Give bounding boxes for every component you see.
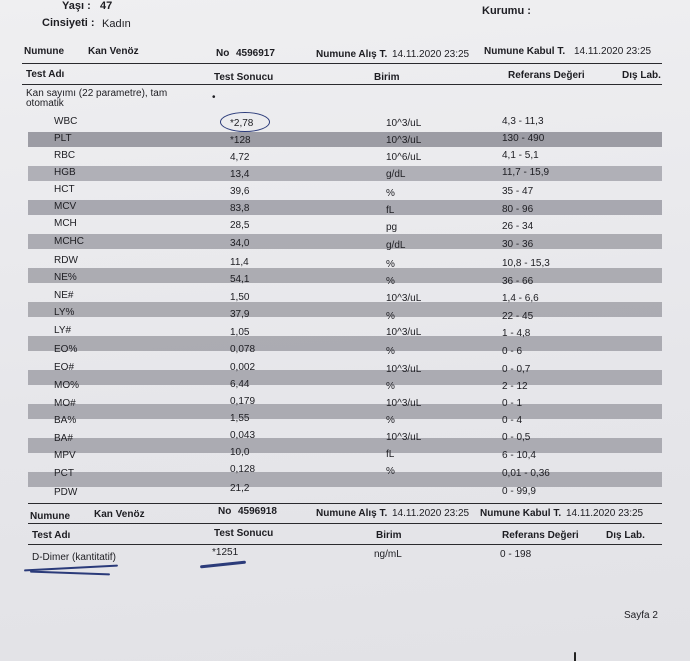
row-shade (28, 302, 662, 317)
test-unit: 10^3/uL (386, 364, 422, 375)
test-unit: g/dL (386, 240, 406, 251)
test-name: MO# (54, 398, 76, 409)
test-name: PDW (54, 487, 78, 498)
test-unit: % (386, 346, 395, 357)
test-ref: 36 - 66 (502, 276, 534, 287)
test-unit: 10^3/uL (386, 135, 422, 146)
test-ref: 2 - 12 (502, 381, 528, 392)
header-test: Test Adı (32, 530, 71, 541)
test-value: 0,002 (230, 362, 256, 373)
header-test: Test Adı (26, 69, 65, 80)
pen-underline-mark (200, 561, 246, 569)
row-shade (28, 268, 662, 283)
test-unit: % (386, 466, 395, 477)
test-unit: 10^6/uL (386, 152, 422, 163)
sample2-accepted-label: Numune Kabul T. (480, 508, 562, 519)
test-ref: 130 - 490 (502, 133, 545, 144)
sample2-type-value: Kan Venöz (94, 509, 145, 520)
test-ref: 22 - 45 (502, 311, 534, 322)
panel-marker: • (212, 92, 216, 103)
test-name: PCT (54, 468, 74, 479)
header-unit: Birim (374, 72, 400, 83)
row-shade (28, 472, 662, 487)
test-ref: 10,8 - 15,3 (502, 258, 550, 269)
test-unit: ng/mL (374, 549, 402, 560)
test-value: 13,4 (230, 169, 250, 180)
test-value: 83,8 (230, 203, 250, 214)
test-value: 0,128 (230, 464, 256, 475)
test-ref: 30 - 36 (502, 239, 534, 250)
test-unit: pg (386, 222, 398, 233)
row-shade (28, 336, 662, 351)
test-name: RDW (54, 255, 78, 266)
row-shade (28, 234, 662, 249)
sample1-taken-label: Numune Alış T. (316, 49, 388, 60)
test-unit: % (386, 415, 395, 426)
header-unit: Birim (376, 530, 402, 541)
sample2-taken-value: 14.11.2020 23:25 (392, 508, 470, 519)
test-value: 54,1 (230, 274, 250, 285)
sample1-no-label: No (216, 48, 230, 59)
test-ref: 1 - 4,8 (502, 328, 531, 339)
divider (22, 63, 662, 64)
row-shade (28, 370, 662, 385)
test-value: *2,78 (230, 118, 254, 129)
test-value: 0,179 (230, 396, 256, 407)
test-name: NE# (54, 290, 74, 301)
test-ref: 26 - 34 (502, 221, 534, 232)
pen-underline-mark (30, 571, 110, 576)
test-name: D-Dimer (kantitatif) (32, 552, 116, 563)
institution-label: Kurumu : (482, 5, 531, 17)
header-result: Test Sonucu (214, 72, 274, 83)
pen-circle-mark (220, 112, 270, 132)
test-ref: 0 - 6 (502, 346, 523, 357)
test-unit: % (386, 259, 395, 270)
test-name: LY# (54, 325, 72, 336)
sample2-taken-label: Numune Alış T. (316, 508, 388, 519)
test-name: EO# (54, 362, 75, 373)
test-ref: 0 - 4 (502, 415, 523, 426)
test-ref: 6 - 10,4 (502, 450, 536, 461)
sample1-accepted-value: 14.11.2020 23:25 (574, 46, 652, 57)
test-ref: 4,1 - 5,1 (502, 150, 539, 161)
row-shade (28, 132, 662, 147)
test-value: 0,043 (230, 430, 256, 441)
sample1-taken-value: 14.11.2020 23:25 (392, 49, 470, 60)
test-value: *128 (230, 135, 251, 146)
row-shade (28, 200, 662, 215)
test-name: WBC (54, 116, 78, 127)
header-external: Dış Lab. (606, 530, 645, 541)
test-ref: 0 - 0,5 (502, 432, 531, 443)
panel-title-line2: otomatik (26, 98, 64, 109)
divider (28, 523, 662, 524)
sample1-type-label: Numune (24, 46, 64, 57)
test-value: 6,44 (230, 379, 250, 390)
test-unit: % (386, 188, 395, 199)
sample2-type-label: Numune (30, 511, 70, 522)
test-value: 1,05 (230, 327, 250, 338)
header-result: Test Sonucu (214, 528, 274, 539)
pen-stroke-mark (574, 652, 576, 661)
test-value: 1,50 (230, 292, 250, 303)
test-name: HCT (54, 184, 75, 195)
test-name: MCHC (54, 236, 84, 247)
test-value: 11,4 (230, 257, 249, 268)
test-unit: 10^3/uL (386, 118, 422, 129)
test-unit: % (386, 311, 395, 322)
panel-title-line1: Kan sayımı (22 parametre), tam (26, 88, 168, 99)
test-ref: 4,3 - 11,3 (502, 116, 544, 127)
header-reference: Referans Değeri (508, 70, 585, 81)
test-name: PLT (54, 133, 72, 144)
sample2-no-value: 4596918 (238, 506, 277, 517)
test-value: 4,72 (230, 152, 250, 163)
test-name: BA% (54, 415, 77, 426)
header-external: Dış Lab. (622, 70, 661, 81)
divider (28, 544, 662, 545)
test-name: NE% (54, 272, 77, 283)
divider (22, 84, 662, 85)
test-name: EO% (54, 344, 78, 355)
row-shade (28, 404, 662, 419)
test-unit: fL (386, 205, 395, 216)
test-ref: 0 - 1 (502, 398, 523, 409)
test-value: *1251 (212, 547, 239, 558)
test-name: LY% (54, 307, 75, 318)
test-ref: 0 - 99,9 (502, 486, 536, 497)
test-unit: 10^3/uL (386, 398, 422, 409)
divider (28, 503, 662, 504)
sample2-accepted-value: 14.11.2020 23:25 (566, 508, 644, 519)
test-name: MO% (54, 380, 79, 391)
test-name: MPV (54, 450, 76, 461)
test-ref: 1,4 - 6,6 (502, 293, 539, 304)
test-value: 28,5 (230, 220, 250, 231)
sample1-no-value: 4596917 (236, 48, 275, 59)
test-value: 21,2 (230, 483, 250, 494)
age-value: 47 (100, 0, 113, 12)
test-value: 39,6 (230, 186, 250, 197)
test-name: RBC (54, 150, 76, 161)
test-value: 1,55 (230, 413, 250, 424)
row-shade (28, 438, 662, 453)
test-ref: 0 - 0,7 (502, 364, 531, 375)
test-value: 37,9 (230, 309, 250, 320)
test-ref: 35 - 47 (502, 186, 534, 197)
gender-label: Cinsiyeti : (42, 17, 95, 29)
header-reference: Referans Değeri (502, 530, 579, 541)
row-shade (28, 166, 662, 181)
sample1-type-value: Kan Venöz (88, 46, 139, 57)
age-label: Yaşı : (62, 0, 91, 12)
test-unit: 10^3/uL (386, 432, 422, 443)
test-ref: 80 - 96 (502, 204, 534, 215)
test-unit: 10^3/uL (386, 327, 422, 338)
test-name: MCH (54, 218, 77, 229)
sample1-accepted-label: Numune Kabul T. (484, 46, 566, 57)
test-ref: 11,7 - 15,9 (502, 167, 550, 178)
test-unit: % (386, 381, 395, 392)
gender-value: Kadın (102, 18, 131, 30)
test-unit: g/dL (386, 169, 406, 180)
test-value: 34,0 (230, 238, 250, 249)
test-name: HGB (54, 167, 76, 178)
test-value: 10,0 (230, 447, 250, 458)
test-unit: fL (386, 449, 395, 460)
test-name: BA# (54, 433, 73, 444)
page-number: Sayfa 2 (624, 610, 658, 621)
test-unit: % (386, 276, 395, 287)
test-ref: 0,01 - 0,36 (502, 468, 550, 479)
test-unit: 10^3/uL (386, 293, 422, 304)
test-value: 0,078 (230, 344, 256, 355)
test-ref: 0 - 198 (500, 549, 532, 560)
test-name: MCV (54, 201, 77, 212)
sample2-no-label: No (218, 506, 232, 517)
